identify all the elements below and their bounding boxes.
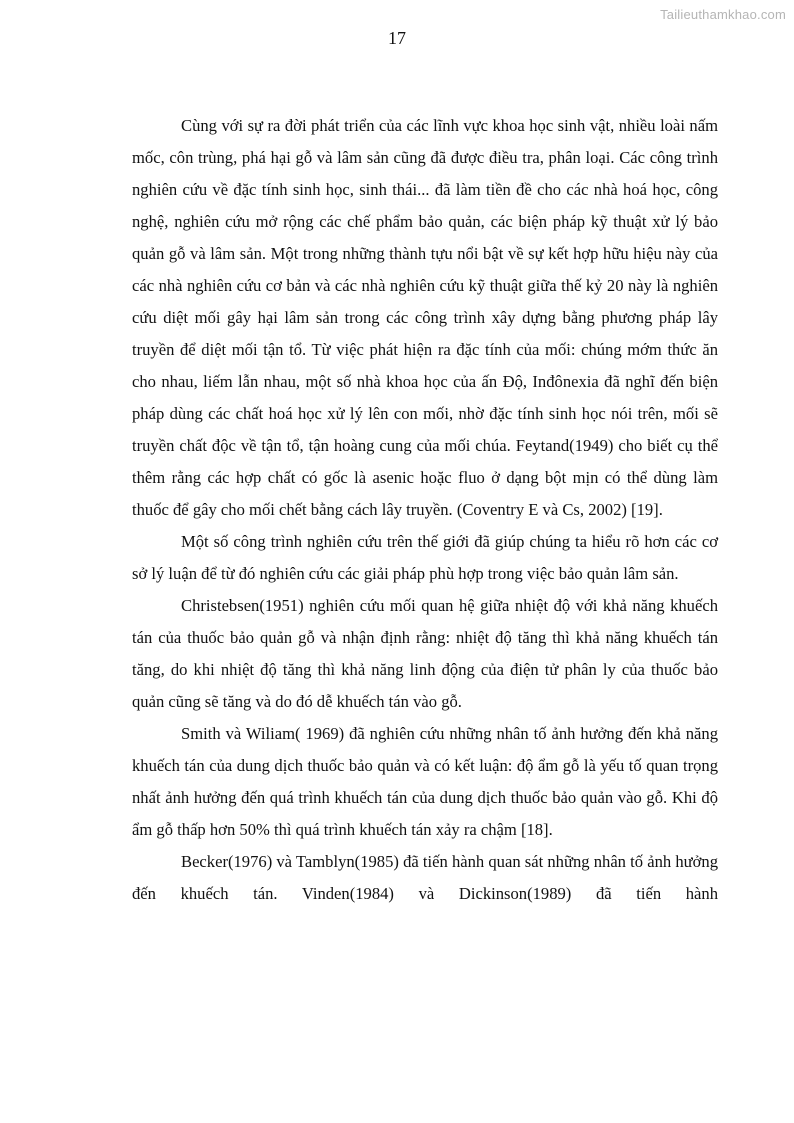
paragraph-smith-wiliam: Smith và Wiliam( 1969) đã nghiên cứu những nhân tố ảnh hưởng đến khả năng khuếch tán của dung dịch thuốc bảo quản và có kết luận: độ ẩm gỗ là yếu tố quan trọng nhất ảnh hưởng đến quá trình khuếch tán của dung dịch thuốc bảo quản vào gỗ. Khi độ ẩm gỗ thấp hơn 50% thì quá trình khuếch tán xảy ra chậm [18]. [132,724,718,839]
paragraph-becker-tamblyn: Becker(1976) và Tamblyn(1985) đã tiến hành quan sát những nhân tố ảnh hưởng đến khuếch tán. Vinden(1984) và Dickinson(1989) đã tiến hành [132,852,718,903]
document-body [132,110,718,910]
paragraph-world-research: Một số công trình nghiên cứu trên thế giới đã giúp chúng ta hiểu rõ hơn các cơ sở lý luận để từ đó nghiên cứu các giải pháp phù hợp trong việc bảo quản lâm sản. [132,532,718,583]
paragraph-termite-research: Cùng với sự ra đời phát triển của các lĩnh vực khoa học sinh vật, nhiều loài nấm mốc, côn trùng, phá hại gỗ và lâm sản cũng đã được điều tra, phân loại. Các công trình nghiên cứu về đặc tính sinh học, sinh thái... đã làm tiền đề cho các nhà hoá học, công nghệ, nghiên cứu mở rộng các chế phẩm bảo quản, các biện pháp kỹ thuật xử lý bảo quản gỗ và lâm sản. Một trong những thành tựu nổi bật về sự kết hợp hữu hiệu này của các nhà nghiên cứu cơ bản và các nhà nghiên cứu kỹ thuật giữa thế kỷ 20 này là nghiên cứu diệt mối gây hại lâm sản trong các công trình xây dựng bằng phương pháp lây truyền để diệt mối tận tổ. Từ việc phát hiện ra đặc tính của mối: chúng mớm thức ăn cho nhau, liếm lẫn nhau, một số nhà khoa học của ấn Độ, Inđônexia đã nghĩ đến biện pháp dùng các chất hoá học xử lý lên con mối, nhờ đặc tính sinh học nói trên, mối sẽ truyền chất độc về tận tổ, tận hoàng cung của mối chúa. Feytand(1949) cho biết cụ thể thêm rằng các hợp chất có gốc là asenic hoặc fluo ở dạng bột mịn có thể dùng làm thuốc để gây cho mối chết bằng cách lây truyền. (Coventry E và Cs, 2002) [19]. [132,116,718,519]
paragraph-christebsen: Christebsen(1951) nghiên cứu mối quan hệ giữa nhiệt độ với khả năng khuếch tán của thuốc bảo quản gỗ và nhận định rằng: nhiệt độ tăng thì khả năng khuếch tán tăng, do khi nhiệt độ tăng thì khả năng linh động của điện tử phân ly của thuốc bảo quản cũng sẽ tăng và do đó dễ khuếch tán vào gỗ. [132,596,718,711]
watermark-text: Tailieuthamkhao.com [660,7,786,22]
page-number: 17 [388,28,406,48]
